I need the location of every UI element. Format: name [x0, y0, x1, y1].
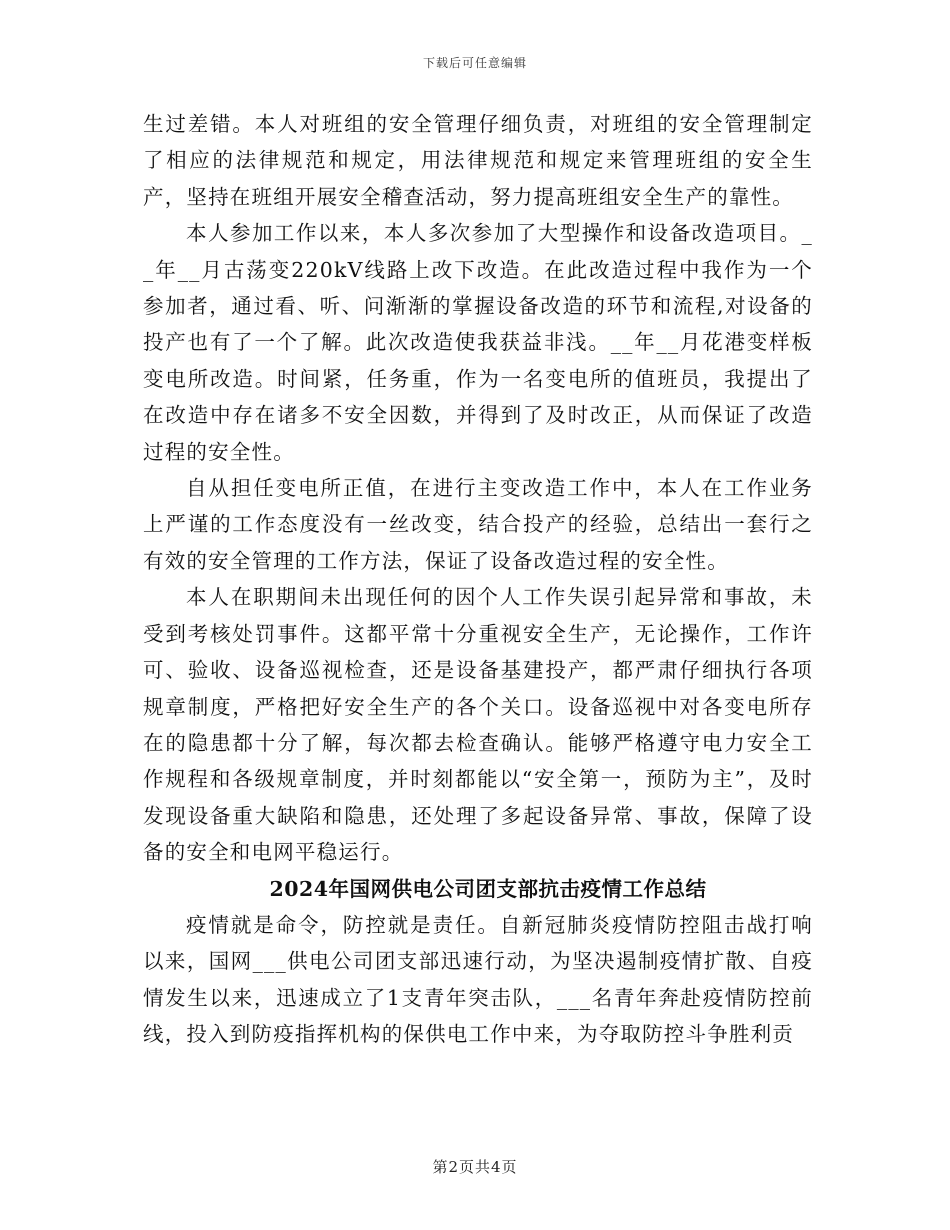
section-title: 2024年国网供电公司团支部抗击疫情工作总结 — [269, 876, 707, 901]
paragraph-continuation: 生过差错。本人对班组的安全管理仔细负责，对班组的安全管理制定了相应的法律规范和规定，用法律规范和规定来管理班组的安全生产，坚持在班组开展安全稽查活动，努力提高班组安全生产的靠性。 — [143, 112, 813, 209]
page-number: 第2页共4页 — [432, 1158, 518, 1176]
paragraph-epidemic-summary: 疫情就是命令，防控就是责任。自新冠肺炎疫情防控阻击战打响以来，国网___供电公司团支部迅速行动，为坚决遏制疫情扩散、自疫情发生以来，迅速成立了1支青年突击队，___名青年奔赴疫情防控前线，投入到防疫指挥机构的保供电工作中来，为夺取防控斗争胜利贡 — [143, 912, 813, 1047]
document-body — [143, 106, 813, 1053]
paragraph-work-attitude: 自从担任变电所正值，在进行主变改造工作中，本人在工作业务上严谨的工作态度没有一丝改变，结合投产的经验，总结出一套行之有效的安全管理的工作方法，保证了设备改造过程的安全性。 — [143, 476, 813, 573]
paragraph-project-experience: 本人参加工作以来，本人多次参加了大型操作和设备改造项目。__年__月古荡变220kV线路上改下改造。在此改造过程中我作为一个参加者，通过看、听、问渐渐的掌握设备改造的环节和流程,对设备的投产也有了一个了解。此次改造使我获益非浅。__年__月花港变样板变电所改造。时间紧，任务重，作为一名变电所的值班员，我提出了在改造中存在诸多不安全因数，并得到了及时改正，从而保证了改造过程的安全性。 — [143, 221, 813, 464]
paragraph-safety-record: 本人在职期间未出现任何的因个人工作失误引起异常和事故，未受到考核处罚事件。这都平常十分重视安全生产，无论操作，工作许可、验收、设备巡视检查，还是设备基建投产，都严肃仔细执行各项规章制度，严格把好安全生产的各个关口。设备巡视中对各变电所存在的隐患都十分了解，每次都去检查确认。能够严格遵守电力安全工作规程和各级规章制度，并时刻都能以“安全第一，预防为主”，及时发现设备重大缺陷和隐患，还处理了多起设备异常、事故，保障了设备的安全和电网平稳运行。 — [143, 585, 813, 865]
page-header: 下载后可任意编辑 — [422, 56, 527, 70]
